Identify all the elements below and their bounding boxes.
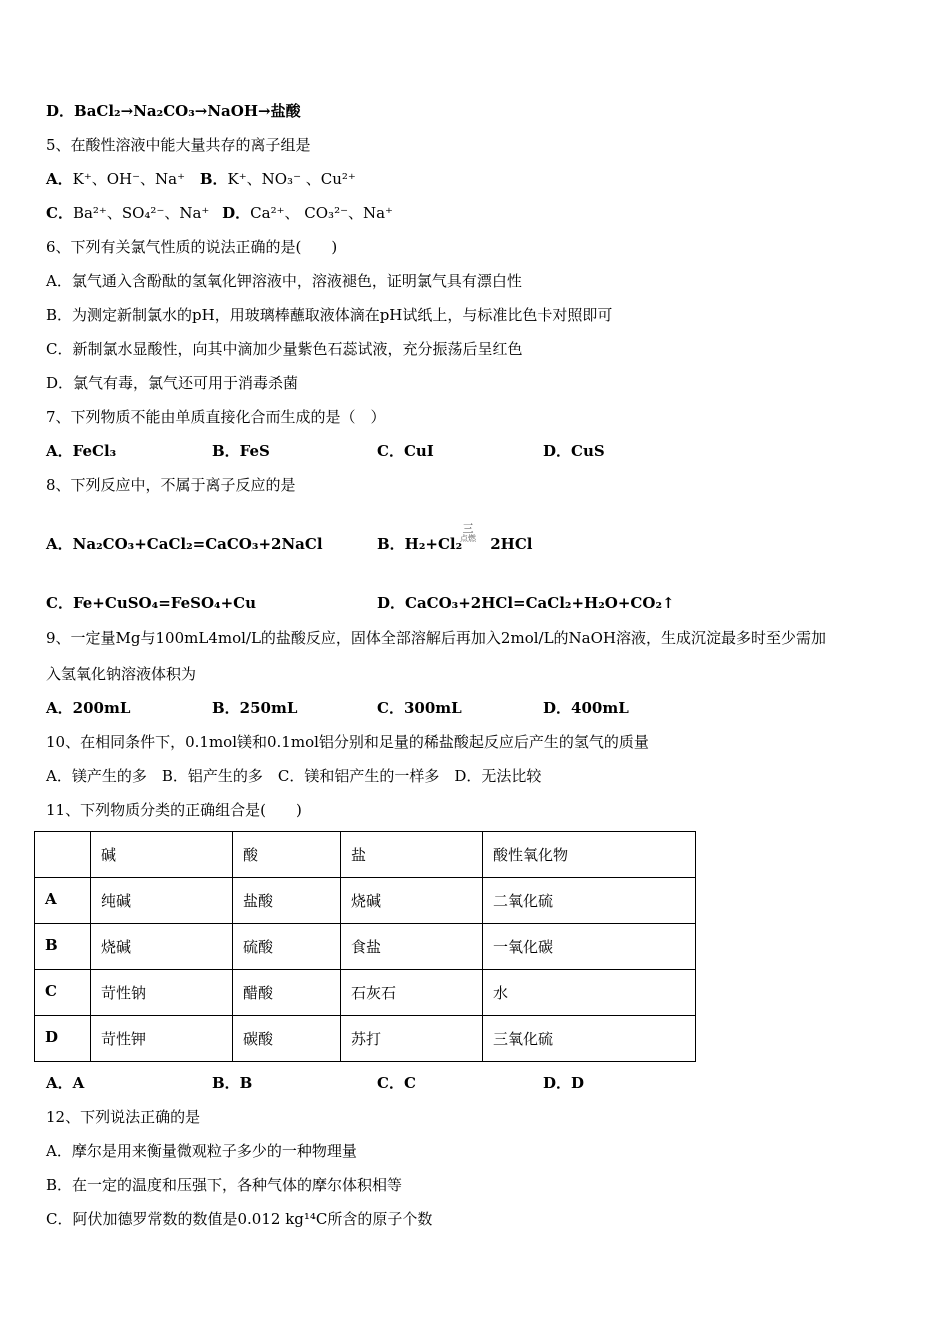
table-header-cell <box>35 832 91 878</box>
table-row <box>35 924 696 970</box>
table-cell: 硫酸 <box>233 924 341 970</box>
table-header-row <box>35 832 696 878</box>
q7-option-c: C．CuI <box>377 442 434 460</box>
table-cell: 三氧化硫 <box>483 1016 696 1062</box>
q9-option-a: A．200mL <box>46 699 131 717</box>
reaction-condition <box>456 523 480 543</box>
table-header-cell: 盐 <box>341 832 483 878</box>
option-text: K⁺、OH⁻、Na⁺ <box>72 170 186 188</box>
q8-option-a: A．Na₂CO₃+CaCl₂=CaCO₃+2NaCl <box>46 535 323 553</box>
q8-option-c: C．Fe+CuSO₄=FeSO₄+Cu <box>46 594 257 612</box>
q4-option-d <box>46 101 301 121</box>
option-text: BaCl₂→Na₂CO₃→NaOH→盐酸 <box>74 102 301 120</box>
table-cell: 苛性钠 <box>91 970 233 1016</box>
table-cell: 苛性钾 <box>91 1016 233 1062</box>
table-cell: 食盐 <box>341 924 483 970</box>
q9-option-d: D．400mL <box>543 699 629 717</box>
q10-stem: 10、在相同条件下，0.1mol镁和0.1mol铝分别和足量的稀盐酸起反应后产生的氢气的质量 <box>46 733 649 751</box>
q6-option-a: A．氯气通入含酚酞的氢氧化钾溶液中，溶液褪色，证明氯气具有漂白性 <box>46 272 522 290</box>
table-cell: 盐酸 <box>233 878 341 924</box>
q6-option-c: C．新制氯水显酸性，向其中滴加少量紫色石蕊试液，充分振荡后呈红色 <box>46 340 523 358</box>
equation-right: 2HCl <box>490 535 533 553</box>
q11-option-d: D．D <box>543 1074 585 1092</box>
table-row <box>35 970 696 1016</box>
q12-option-c: C．阿伏加德罗常数的数值是0.012 kg¹⁴C所含的原子个数 <box>46 1210 433 1228</box>
q11-option-c: C．C <box>377 1074 416 1092</box>
q5-stem: 5、在酸性溶液中能大量共存的离子组是 <box>46 136 311 154</box>
table-cell: B <box>35 924 91 970</box>
table-cell: 烧碱 <box>341 878 483 924</box>
q11-option-b: B．B <box>212 1074 253 1092</box>
option-text: Ba²⁺、SO₄²⁻、Na⁺ <box>72 204 210 222</box>
q12-stem: 12、下列说法正确的是 <box>46 1108 201 1126</box>
table-cell: 苏打 <box>341 1016 483 1062</box>
option-text: Ca²⁺、 CO₃²⁻、Na⁺ <box>250 204 393 222</box>
table-cell: 一氧化碳 <box>483 924 696 970</box>
table-cell: 纯碱 <box>91 878 233 924</box>
q8-stem: 8、下列反应中，不属于离子反应的是 <box>46 476 296 494</box>
table-cell: 石灰石 <box>341 970 483 1016</box>
q6-option-d: D．氯气有毒，氯气还可用于消毒杀菌 <box>46 374 299 392</box>
table-row <box>35 878 696 924</box>
q12-option-b: B．在一定的温度和压强下，各种气体的摩尔体积相等 <box>46 1176 403 1194</box>
table-cell: 醋酸 <box>233 970 341 1016</box>
table-cell: 二氧化硫 <box>483 878 696 924</box>
option-label: D． <box>46 102 75 120</box>
q5-options-ab <box>46 169 356 189</box>
option-label: B． <box>199 170 228 188</box>
table-cell: C <box>35 970 91 1016</box>
classification-table <box>34 831 696 1062</box>
option-text: K⁺、NO₃⁻ 、Cu²⁺ <box>227 170 356 188</box>
option-label: D． <box>222 204 251 222</box>
q6-stem: 6、下列有关氯气性质的说法正确的是( ) <box>46 238 338 256</box>
q9-option-c: C．300mL <box>377 699 462 717</box>
table-header-cell: 酸 <box>233 832 341 878</box>
condition-text: 点燃 <box>460 534 476 543</box>
q9-stem-line1: 9、一定量Mg与100mL4mol/L的盐酸反应，固体全部溶解后再加入2mol/L的NaOH溶液，生成沉淀最多时至少需加 <box>46 629 826 647</box>
table-cell: A <box>35 878 91 924</box>
q8-option-d: D．CaCO₃+2HCl=CaCl₂+H₂O+CO₂↑ <box>377 594 675 612</box>
option-label: A． <box>46 170 73 188</box>
q10-options: A．镁产生的多 B．铝产生的多 C．镁和铝产生的一样多 D．无法比较 <box>46 767 542 785</box>
condition-arrow: 三 <box>462 522 474 535</box>
q7-option-b: B．FeS <box>212 442 270 460</box>
q9-stem-line2: 入氢氧化钠溶液体积为 <box>46 665 197 683</box>
q7-option-a: A．FeCl₃ <box>46 442 117 460</box>
q8-option-b <box>377 534 532 554</box>
table-header-cell: 碱 <box>91 832 233 878</box>
table-row <box>35 1016 696 1062</box>
q11-option-a: A．A <box>46 1074 85 1092</box>
q7-stem: 7、下列物质不能由单质直接化合而生成的是（ ） <box>46 408 386 426</box>
q12-option-a: A．摩尔是用来衡量微观粒子多少的一种物理量 <box>46 1142 357 1160</box>
q11-stem: 11、下列物质分类的正确组合是( ) <box>46 801 302 819</box>
q6-option-b: B．为测定新制氯水的pH，用玻璃棒蘸取液体滴在pH试纸上，与标准比色卡对照即可 <box>46 306 613 324</box>
option-label: C． <box>46 204 73 222</box>
table-cell: 水 <box>483 970 696 1016</box>
equation-left: B．H₂+Cl₂ <box>377 535 463 553</box>
table-header-cell: 酸性氧化物 <box>483 832 696 878</box>
table-cell: 碳酸 <box>233 1016 341 1062</box>
q7-option-d: D．CuS <box>543 442 605 460</box>
q9-option-b: B．250mL <box>212 699 298 717</box>
table-cell: 烧碱 <box>91 924 233 970</box>
q5-options-cd <box>46 203 393 223</box>
table-cell: D <box>35 1016 91 1062</box>
